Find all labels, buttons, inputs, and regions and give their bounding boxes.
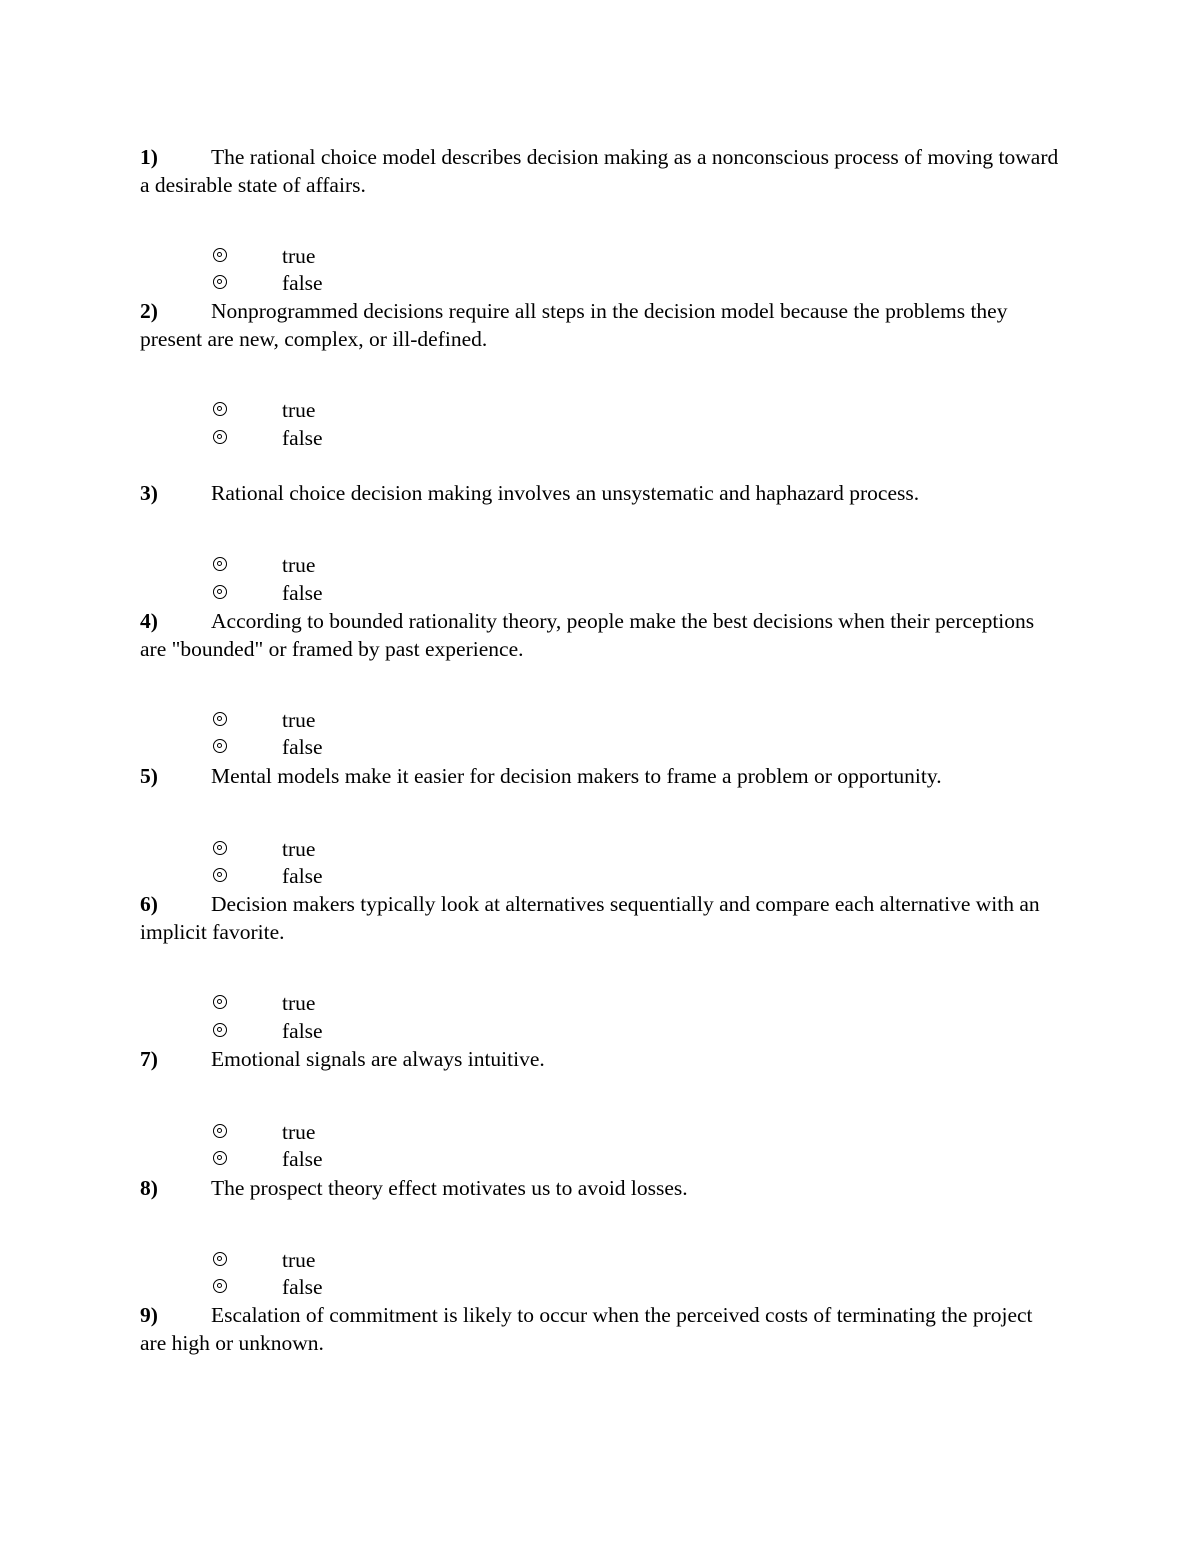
radio-icon[interactable]: [213, 1279, 227, 1293]
question-text: The prospect theory effect motivates us to avoid losses.: [211, 1176, 688, 1200]
radio-icon[interactable]: [213, 248, 227, 262]
question-number: 8): [140, 1176, 158, 1200]
question-text: Decision makers typically look at alternatives sequentially and compare each alternative with an implicit favorite.: [140, 892, 1040, 944]
radio-icon[interactable]: [213, 430, 227, 444]
question-text: Mental models make it easier for decision makers to frame a problem or opportunity.: [211, 764, 942, 788]
question-text: The rational choice model describes decision making as a nonconscious process of moving toward a desirable state of affairs.: [140, 145, 1059, 197]
question-1: [140, 143, 1060, 199]
option-label: false: [282, 1019, 323, 1043]
question-4: [140, 607, 1060, 663]
question-text: Emotional signals are always intuitive.: [211, 1047, 545, 1071]
radio-icon[interactable]: [213, 275, 227, 289]
radio-icon[interactable]: [213, 1252, 227, 1266]
option-label: true: [282, 708, 316, 732]
question-9: [140, 1301, 1060, 1357]
question-3: [140, 479, 1060, 507]
option-label: true: [282, 553, 316, 577]
radio-icon[interactable]: [213, 585, 227, 599]
radio-icon[interactable]: [213, 712, 227, 726]
option-label: false: [282, 271, 323, 295]
option-label: false: [282, 1275, 323, 1299]
question-6: [140, 890, 1060, 946]
question-number: 9): [140, 1303, 158, 1327]
question-number: 7): [140, 1047, 158, 1071]
option-label: false: [282, 426, 323, 450]
radio-icon[interactable]: [213, 1023, 227, 1037]
question-text: Nonprogrammed decisions require all steps in the decision model because the problems they present are new, complex, or ill-defined.: [140, 299, 1008, 351]
radio-icon[interactable]: [213, 841, 227, 855]
option-label: false: [282, 581, 323, 605]
radio-icon[interactable]: [213, 868, 227, 882]
question-5: [140, 762, 1060, 790]
question-number: 5): [140, 764, 158, 788]
option-label: true: [282, 244, 316, 268]
question-number: 6): [140, 892, 158, 916]
option-label: true: [282, 1248, 316, 1272]
option-label: false: [282, 735, 323, 759]
option-label: true: [282, 991, 316, 1015]
question-number: 3): [140, 481, 158, 505]
option-label: true: [282, 1120, 316, 1144]
question-number: 2): [140, 299, 158, 323]
radio-icon[interactable]: [213, 1124, 227, 1138]
question-text: Escalation of commitment is likely to occur when the perceived costs of terminating the project are high or unknown.: [140, 1303, 1033, 1355]
option-label: false: [282, 864, 323, 888]
question-text: Rational choice decision making involves an unsystematic and haphazard process.: [211, 481, 920, 505]
radio-icon[interactable]: [213, 402, 227, 416]
question-8: [140, 1174, 1060, 1202]
option-label: false: [282, 1147, 323, 1171]
question-number: 4): [140, 609, 158, 633]
radio-icon[interactable]: [213, 557, 227, 571]
question-2: [140, 297, 1060, 353]
option-label: true: [282, 837, 316, 861]
question-7: [140, 1045, 1060, 1073]
question-number: 1): [140, 145, 158, 169]
question-text: According to bounded rationality theory, people make the best decisions when their perceptions are "bounded" or framed by past experience.: [140, 609, 1035, 661]
radio-icon[interactable]: [213, 1151, 227, 1165]
radio-icon[interactable]: [213, 995, 227, 1009]
option-label: true: [282, 398, 316, 422]
radio-icon[interactable]: [213, 739, 227, 753]
